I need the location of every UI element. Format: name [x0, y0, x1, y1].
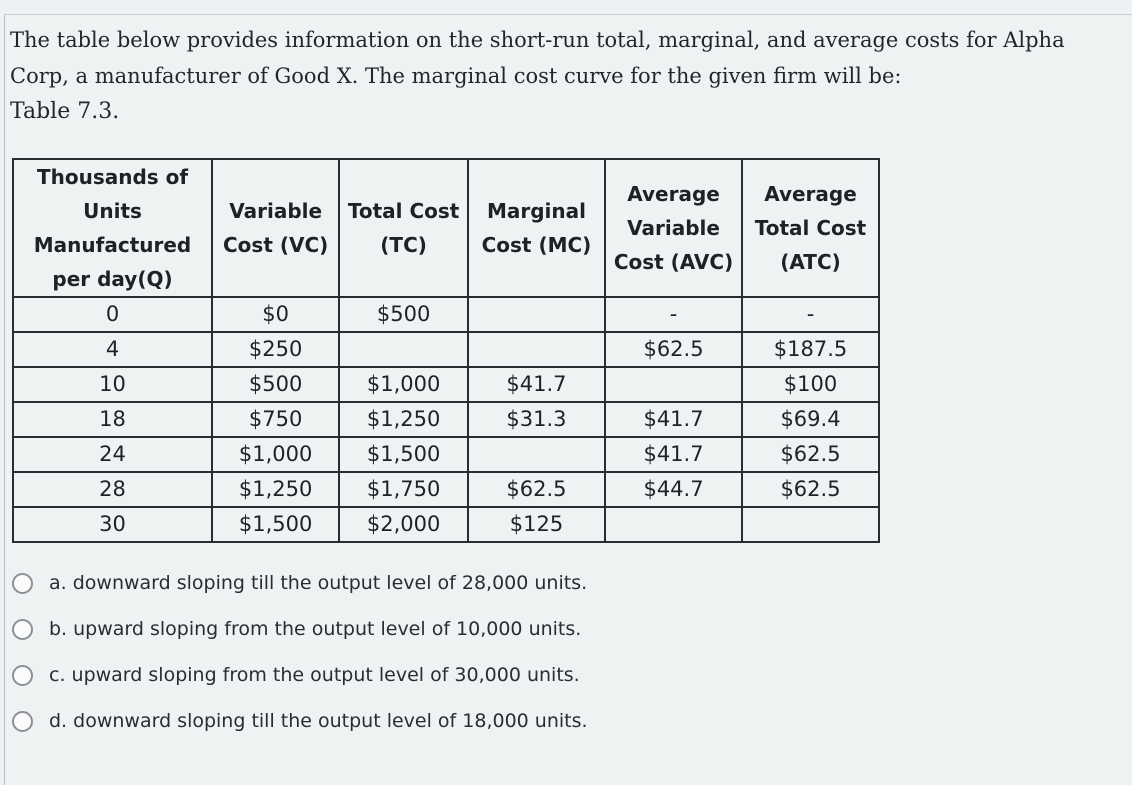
option-label[interactable]: d. downward sloping till the output level of 18,000 units.: [49, 710, 588, 732]
cell-variable-cost: $0: [212, 297, 339, 332]
cell-average-variable-cost: $41.7: [605, 437, 742, 472]
cell-quantity: 10: [13, 367, 212, 402]
cell-variable-cost: $750: [212, 402, 339, 437]
option-label[interactable]: c. upward sloping from the output level of 30,000 units.: [49, 664, 580, 686]
table-row: [13, 402, 879, 437]
table-row: [13, 367, 879, 402]
table-row: [13, 507, 879, 542]
cell-marginal-cost: $31.3: [468, 402, 605, 437]
cell-average-total-cost: $69.4: [742, 402, 879, 437]
cell-average-variable-cost: $44.7: [605, 472, 742, 507]
cell-marginal-cost: $41.7: [468, 367, 605, 402]
table-row: [13, 472, 879, 507]
cell-average-total-cost: [742, 507, 879, 542]
cell-variable-cost: $250: [212, 332, 339, 367]
cell-quantity: 0: [13, 297, 212, 332]
cell-total-cost: $1,500: [339, 437, 468, 472]
cost-table: [12, 158, 880, 543]
table-row: [13, 297, 879, 332]
cell-average-total-cost: -: [742, 297, 879, 332]
answer-options: [12, 560, 588, 744]
cell-marginal-cost: $62.5: [468, 472, 605, 507]
cell-quantity: 24: [13, 437, 212, 472]
table-label: Table 7.3.: [10, 99, 120, 124]
cell-variable-cost: $1,500: [212, 507, 339, 542]
option-a[interactable]: [12, 560, 588, 606]
cell-average-variable-cost: $62.5: [605, 332, 742, 367]
cell-marginal-cost: $125: [468, 507, 605, 542]
cell-total-cost: [339, 332, 468, 367]
radio-button-icon[interactable]: [12, 665, 33, 686]
cell-quantity: 18: [13, 402, 212, 437]
header-variable-cost: Variable Cost (VC): [212, 159, 339, 297]
radio-button-icon[interactable]: [12, 711, 33, 732]
cell-quantity: 28: [13, 472, 212, 507]
cell-marginal-cost: [468, 332, 605, 367]
table-row: [13, 332, 879, 367]
option-c[interactable]: [12, 652, 588, 698]
cell-variable-cost: $1,250: [212, 472, 339, 507]
cell-marginal-cost: [468, 437, 605, 472]
cell-average-total-cost: $62.5: [742, 437, 879, 472]
header-average-total-cost: Average Total Cost (ATC): [742, 159, 879, 297]
cell-total-cost: $1,750: [339, 472, 468, 507]
option-b[interactable]: [12, 606, 588, 652]
cell-quantity: 30: [13, 507, 212, 542]
cell-average-variable-cost: -: [605, 297, 742, 332]
cell-variable-cost: $1,000: [212, 437, 339, 472]
radio-button-icon[interactable]: [12, 619, 33, 640]
header-average-variable-cost: Average Variable Cost (AVC): [605, 159, 742, 297]
header-marginal-cost: Marginal Cost (MC): [468, 159, 605, 297]
cell-marginal-cost: [468, 297, 605, 332]
radio-button-icon[interactable]: [12, 573, 33, 594]
cell-average-variable-cost: [605, 507, 742, 542]
cell-average-variable-cost: $41.7: [605, 402, 742, 437]
option-d[interactable]: [12, 698, 588, 744]
cell-quantity: 4: [13, 332, 212, 367]
cell-total-cost: $1,000: [339, 367, 468, 402]
cell-average-total-cost: $62.5: [742, 472, 879, 507]
cell-total-cost: $2,000: [339, 507, 468, 542]
header-total-cost: Total Cost (TC): [339, 159, 468, 297]
cell-average-total-cost: $187.5: [742, 332, 879, 367]
option-label[interactable]: a. downward sloping till the output level of 28,000 units.: [49, 572, 588, 594]
option-label[interactable]: b. upward sloping from the output level of 10,000 units.: [49, 618, 582, 640]
cell-total-cost: $500: [339, 297, 468, 332]
cell-variable-cost: $500: [212, 367, 339, 402]
cell-total-cost: $1,250: [339, 402, 468, 437]
table-header-row: [13, 159, 879, 297]
cell-average-variable-cost: [605, 367, 742, 402]
cell-average-total-cost: $100: [742, 367, 879, 402]
table-row: [13, 437, 879, 472]
question-text: The table below provides information on the short-run total, marginal, and average costs for Alpha Corp, a manufacturer of Good X. The marginal cost curve for the given firm will be:: [10, 28, 1065, 88]
header-quantity: Thousands of Units Manufactured per day(Q): [13, 159, 212, 297]
